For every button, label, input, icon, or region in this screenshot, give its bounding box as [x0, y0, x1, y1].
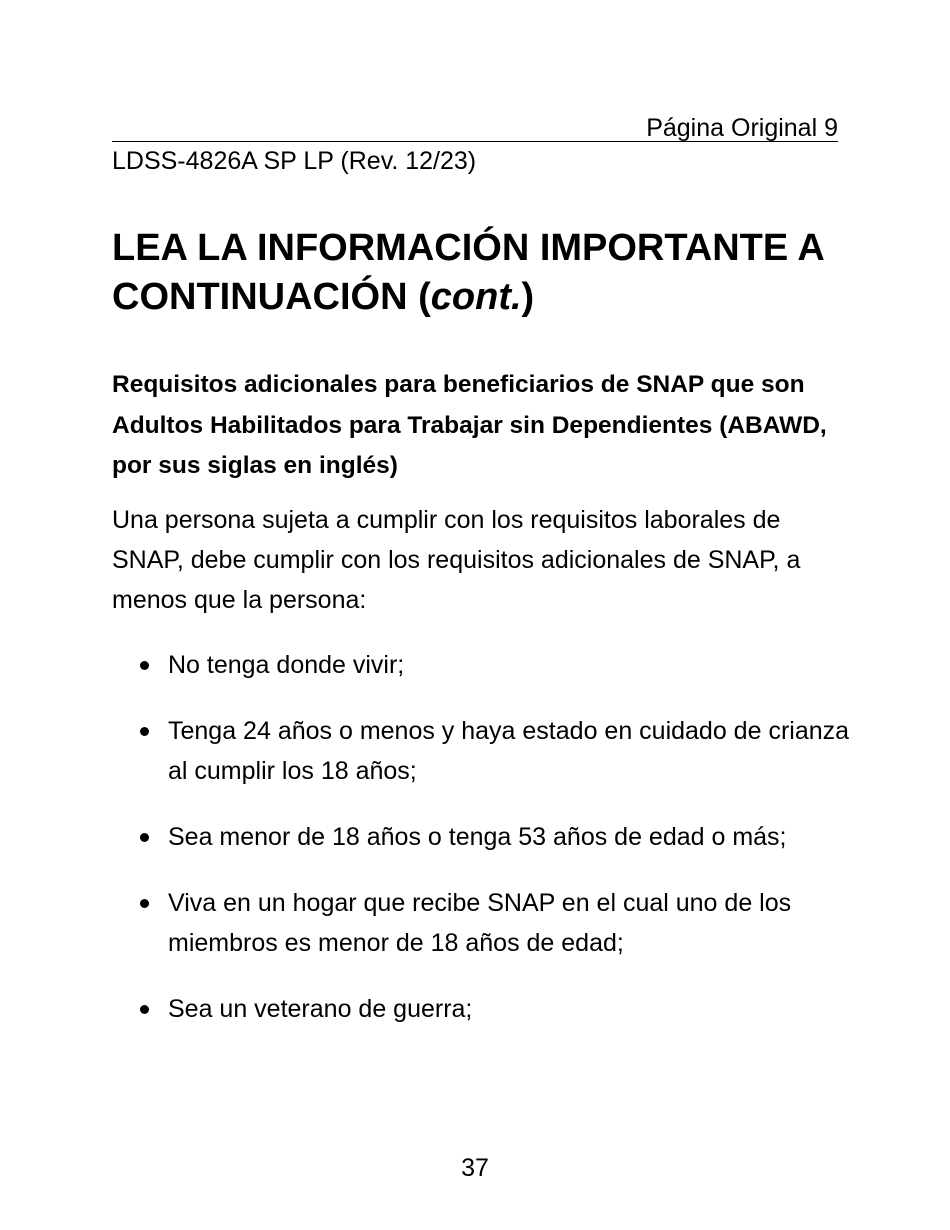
list-item-text: Tenga 24 años o menos y haya estado en cuidado de crianza al cumplir los 18 años; [168, 717, 850, 785]
bullet-icon [140, 1005, 149, 1014]
bullet-icon [140, 899, 149, 908]
document-page [112, 0, 850, 1230]
title-close-paren: ) [521, 276, 535, 318]
section-heading: Requisitos adicionales para beneficiarios de SNAP que son Adultos Habilitados para Trabajar sin Dependientes (ABAWD, por sus siglas en inglés) [112, 371, 827, 479]
page-title [112, 224, 852, 322]
bullet-icon [140, 661, 149, 670]
list-item-text: No tenga donde vivir; [168, 651, 405, 679]
title-main: LEA LA INFORMACIÓN IMPORTANTE A CONTINUACIÓN ( [112, 227, 824, 318]
list-item [112, 989, 852, 1029]
list-item-text: Viva en un hogar que recibe SNAP en el cual uno de los miembros es menor de 18 años de edad; [168, 889, 792, 957]
list-item-text: Sea menor de 18 años o tenga 53 años de edad o más; [168, 823, 787, 851]
page-number: 37 [461, 1154, 489, 1182]
form-identifier: LDSS-4826A SP LP (Rev. 12/23) [112, 147, 477, 175]
title-cont-italic: cont. [430, 276, 522, 318]
list-item [112, 883, 852, 963]
bullet-icon [140, 833, 149, 842]
header-rule [112, 141, 838, 142]
exemption-list [112, 645, 852, 1055]
list-item [112, 817, 852, 857]
bullet-icon [140, 727, 149, 736]
list-item [112, 645, 852, 685]
list-item [112, 711, 852, 791]
original-page-label: Página Original 9 [646, 114, 838, 142]
list-item-text: Sea un veterano de guerra; [168, 995, 473, 1023]
intro-paragraph: Una persona sujeta a cumplir con los requisitos laborales de SNAP, debe cumplir con los requisitos adicionales de SNAP, a menos que la persona: [112, 506, 801, 614]
